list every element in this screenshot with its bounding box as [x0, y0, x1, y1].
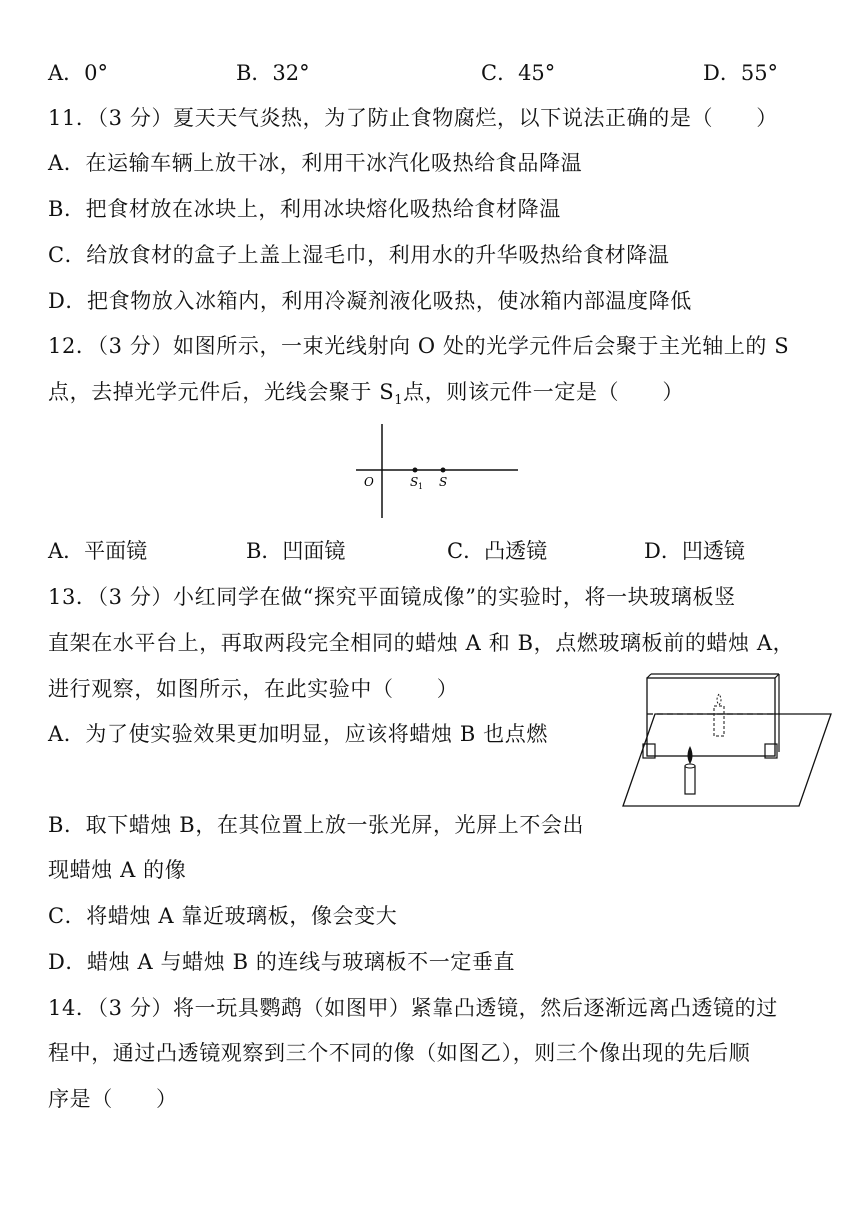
q10-option-b: B．32°	[236, 61, 310, 85]
q13-option-b-line2: 现蜡烛 A 的像	[48, 858, 187, 882]
candle-a	[685, 766, 695, 794]
q13-option-b-line1: B．取下蜡烛 B，在其位置上放一张光屏，光屏上不会出	[48, 813, 585, 837]
q13-option-a: A．为了使实验效果更加明显，应该将蜡烛 B 也点燃	[48, 722, 548, 746]
q12-stem-text-b: 点，则该元件一定是（ ）	[403, 380, 684, 404]
q12-option-a: A．平面镜	[48, 539, 148, 563]
q12-stem-subscript: 1	[394, 393, 404, 408]
candle-a-flame	[688, 746, 693, 764]
q12-option-b: B．凹面镜	[246, 539, 346, 563]
label-o: O	[364, 475, 374, 489]
q14-stem-line2: 程中，通过凸透镜观察到三个不同的像（如图乙），则三个像出现的先后顺	[48, 1041, 751, 1065]
q12-option-c: C．凸透镜	[447, 539, 548, 563]
q13-mirror-experiment-figure	[615, 670, 837, 810]
q14-stem-line1: 14．（3 分）将一玩具鹦鹉（如图甲）紧靠凸透镜，然后逐渐远离凸透镜的过	[48, 996, 778, 1020]
q12-stem-text-a: 点，去掉光学元件后，光线会聚于 S	[48, 380, 395, 404]
point-s	[441, 468, 446, 473]
q13-option-c: C．将蜡烛 A 靠近玻璃板，像会变大	[48, 904, 398, 928]
q13-stem-line2: 直架在水平台上，再取两段完全相同的蜡烛 A 和 B，点燃玻璃板前的蜡烛 A，	[48, 631, 795, 655]
q10-option-c: C．45°	[481, 61, 556, 85]
q14-stem-line3: 序是（ ）	[48, 1087, 178, 1111]
q10-option-d: D．55°	[703, 61, 779, 85]
q12-optical-axis-figure	[350, 420, 525, 520]
q11-option-b: B．把食材放在冰块上，利用冰块熔化吸热给食材降温	[48, 197, 561, 221]
table-surface	[623, 714, 831, 806]
q12-option-d: D．凹透镜	[644, 539, 745, 563]
q11-option-a: A．在运输车辆上放干冰，利用干冰汽化吸热给食品降温	[48, 151, 583, 175]
label-s: S	[439, 475, 448, 489]
point-s1	[413, 468, 418, 473]
q12-stem-line1: 12．（3 分）如图所示，一束光线射向 O 处的光学元件后会聚于主光轴上的 S	[48, 334, 790, 358]
candle-b-image	[714, 706, 724, 736]
label-s1-subscript: 1	[418, 482, 424, 491]
q11-stem: 11．（3 分）夏天天气炎热，为了防止食物腐烂，以下说法正确的是（ ）	[48, 106, 778, 130]
glass-plate	[647, 678, 775, 756]
q11-option-d: D．把食物放入冰箱内，利用冷凝剂液化吸热，使冰箱内部温度降低	[48, 289, 692, 313]
q11-option-c: C．给放食材的盒子上盖上湿毛巾，利用水的升华吸热给食材降温	[48, 243, 670, 267]
q13-option-d: D．蜡烛 A 与蜡烛 B 的连线与玻璃板不一定垂直	[48, 950, 516, 974]
label-s1: S	[410, 475, 419, 489]
q10-option-a: A．0°	[48, 61, 109, 85]
q13-stem-line1: 13．（3 分）小红同学在做“探究平面镜成像”的实验时，将一块玻璃板竖	[48, 585, 736, 609]
q12-stem-line2	[48, 377, 684, 411]
q13-stem-line3: 进行观察，如图所示，在此实验中（ ）	[48, 677, 459, 701]
